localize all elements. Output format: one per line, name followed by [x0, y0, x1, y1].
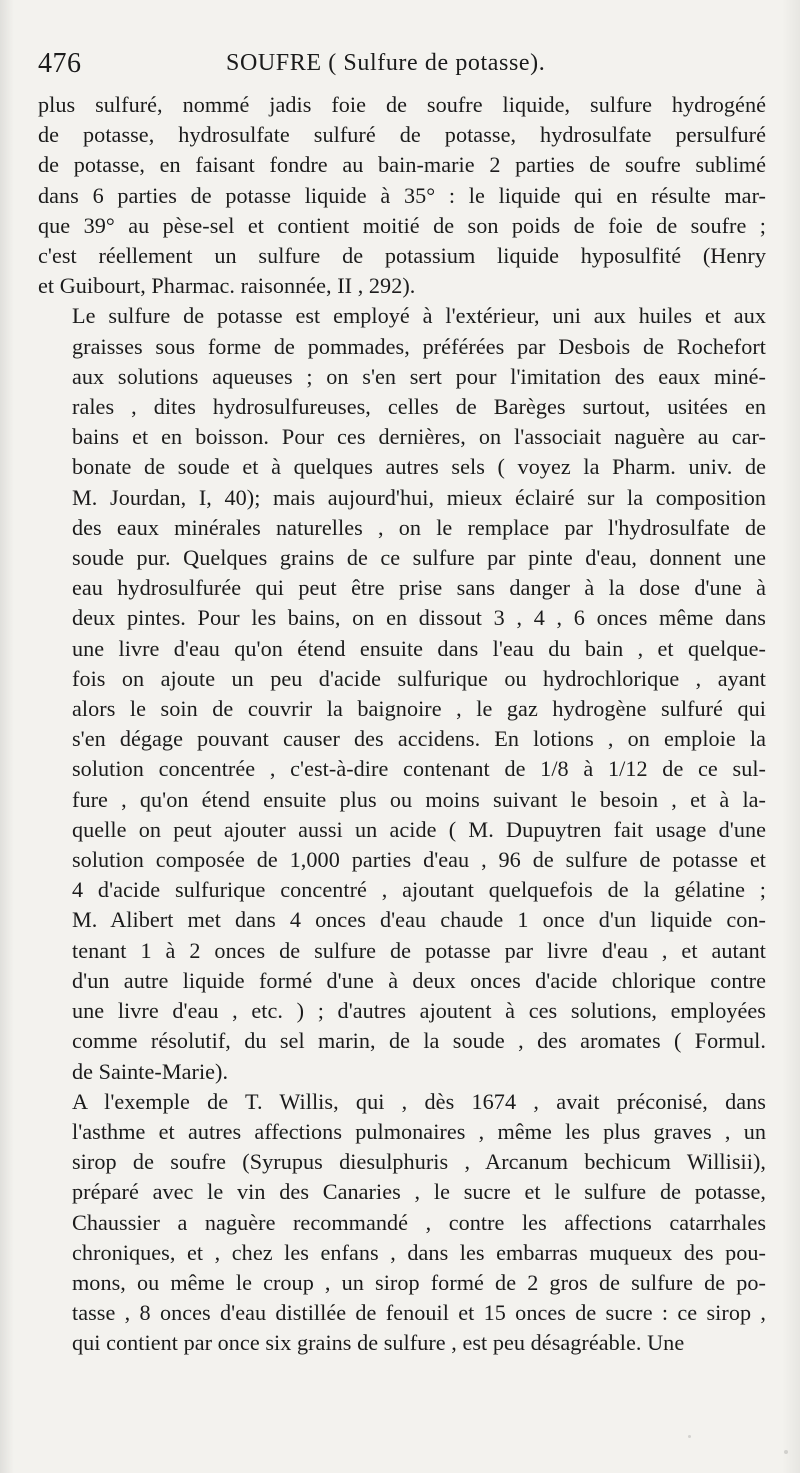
paragraph-2-line-22: tenant 1 à 2 onces de sulfure de potasse par livre d'eau , et autant: [72, 937, 766, 963]
paragraph-3-line-9: qui contient par once six grains de sulfure , est peu désagréable. Une: [72, 1330, 685, 1356]
paragraph-3-line-1: A l'exemple de T. Willis, qui , dès 1674 , avait préconisé, dans: [72, 1088, 766, 1114]
paragraph-3-line-6: chroniques, et , chez les enfans , dans les embarras muqueux des pou-: [72, 1239, 766, 1265]
paragraph-2-line-4: rales , dites hydrosulfureuses, celles de Barèges surtout, usitées en: [72, 394, 766, 420]
paragraph-2-line-23: d'un autre liquide formé d'une à deux onces d'acide chlorique contre: [72, 967, 766, 993]
running-head: [38, 48, 766, 90]
paragraph-2-line-18: quelle on peut ajouter aussi un acide ( M. Dupuytren fait usage d'une: [72, 816, 766, 842]
paragraph-1-line-1: plus sulfuré, nommé jadis foie de soufre liquide, sulfure hydrogéné: [38, 92, 766, 117]
paragraph-2-line-19: solution composée de 1,000 parties d'eau , 96 de sulfure de potasse et: [72, 847, 766, 873]
paragraph-2-line-10: eau hydrosulfurée qui peut être prise sans danger à la dose d'une à: [72, 575, 766, 601]
paper-speck: [688, 1435, 691, 1438]
paragraph-2-line-6: bonate de soude et à quelques autres sels ( voyez la Pharm. univ. de: [72, 454, 766, 480]
paragraph-2-line-17: fure , qu'on étend ensuite plus ou moins suivant le besoin , et à la-: [72, 786, 766, 812]
paragraph-2-line-12: une livre d'eau qu'on étend ensuite dans l'eau du bain , et quelque-: [72, 635, 766, 661]
paragraph-2-line-7: M. Jourdan, I, 40); mais aujourd'hui, mieux éclairé sur la composition: [72, 484, 766, 510]
paragraph-1: [38, 90, 766, 301]
paragraph-2-line-9: soude pur. Quelques grains de ce sulfure par pinte d'eau, donnent une: [72, 545, 766, 571]
paragraph-1-line-7: et Guibourt, Pharmac. raisonnée, II , 292).: [38, 273, 416, 299]
paragraph-2-line-20: 4 d'acide sulfurique concentré , ajoutant quelquefois de la gélatine ;: [72, 877, 766, 903]
paragraph-3-line-5: Chaussier a naguère recommandé , contre les affections catarrhales: [72, 1209, 766, 1235]
paragraph-2-line-26: de Sainte-Marie).: [72, 1058, 229, 1084]
paragraph-2-line-3: aux solutions aqueuses ; on s'en sert pour l'imitation des eaux miné-: [72, 363, 766, 389]
paragraph-1-line-5: que 39° au pèse-sel et contient moitié de son poids de foie de soufre ;: [38, 212, 766, 238]
paragraph-2-line-5: bains et en boisson. Pour ces dernières, on l'associait naguère au car-: [72, 424, 766, 450]
page-body: [38, 90, 766, 1359]
paragraph-3-line-7: mons, ou même le croup , un sirop formé de 2 gros de sulfure de po-: [72, 1269, 766, 1295]
paragraph-2-line-21: M. Alibert met dans 4 onces d'eau chaude 1 once d'un liquide con-: [72, 907, 766, 933]
paper-speck: [784, 1450, 788, 1454]
page-number: 476: [38, 48, 82, 79]
paragraph-3: [38, 1087, 766, 1359]
paragraph-2-line-25: comme résolutif, du sel marin, de la soude , des aromates ( Formul.: [72, 1028, 766, 1054]
paragraph-3-line-2: l'asthme et autres affections pulmonaires , même les plus graves , un: [72, 1118, 766, 1144]
paragraph-1-line-4: dans 6 parties de potasse liquide à 35° : le liquide qui en résulte mar-: [38, 182, 766, 208]
paragraph-2-line-24: une livre d'eau , etc. ) ; d'autres ajoutent à ces solutions, employées: [72, 998, 766, 1024]
paragraph-1-line-6: c'est réellement un sulfure de potassium liquide hyposulfité (Henry: [38, 243, 766, 269]
paragraph-3-line-8: tasse , 8 onces d'eau distillée de fenouil et 15 onces de sucre : ce sirop ,: [72, 1300, 766, 1326]
paragraph-2-line-2: graisses sous forme de pommades, préférées par Desbois de Rochefort: [72, 333, 766, 359]
paragraph-1-line-2: de potasse, hydrosulfate sulfuré de potasse, hydrosulfate persulfuré: [38, 122, 766, 148]
paragraph-2-line-16: solution concentrée , c'est-à-dire contenant de 1/8 à 1/12 de ce sul-: [72, 756, 766, 782]
paragraph-2: [38, 301, 766, 1086]
paragraph-2-line-13: fois on ajoute un peu d'acide sulfurique ou hydrochlorique , ayant: [72, 665, 766, 691]
paragraph-2-line-8: des eaux minérales naturelles , on le remplace par l'hydrosulfate de: [72, 514, 766, 540]
paragraph-3-line-4: préparé avec le vin des Canaries , le sucre et le sulfure de potasse,: [72, 1179, 766, 1205]
paragraph-3-line-3: sirop de soufre (Syrupus diesulphuris , Arcanum bechicum Willisii),: [72, 1149, 766, 1175]
paragraph-1-line-3: de potasse, en faisant fondre au bain-marie 2 parties de soufre sublimé: [38, 152, 766, 178]
running-title: SOUFRE ( Sulfure de potasse).: [226, 50, 546, 76]
paragraph-2-line-11: deux pintes. Pour les bains, on en dissout 3 , 4 , 6 onces même dans: [72, 605, 766, 631]
paragraph-2-line-14: alors le soin de couvrir la baignoire , le gaz hydrogène sulfuré qui: [72, 696, 766, 722]
paragraph-2-line-1: Le sulfure de potasse est employé à l'extérieur, uni aux huiles et aux: [72, 303, 766, 329]
paragraph-2-line-15: s'en dégage pouvant causer des accidens. En lotions , on emploie la: [72, 726, 766, 752]
